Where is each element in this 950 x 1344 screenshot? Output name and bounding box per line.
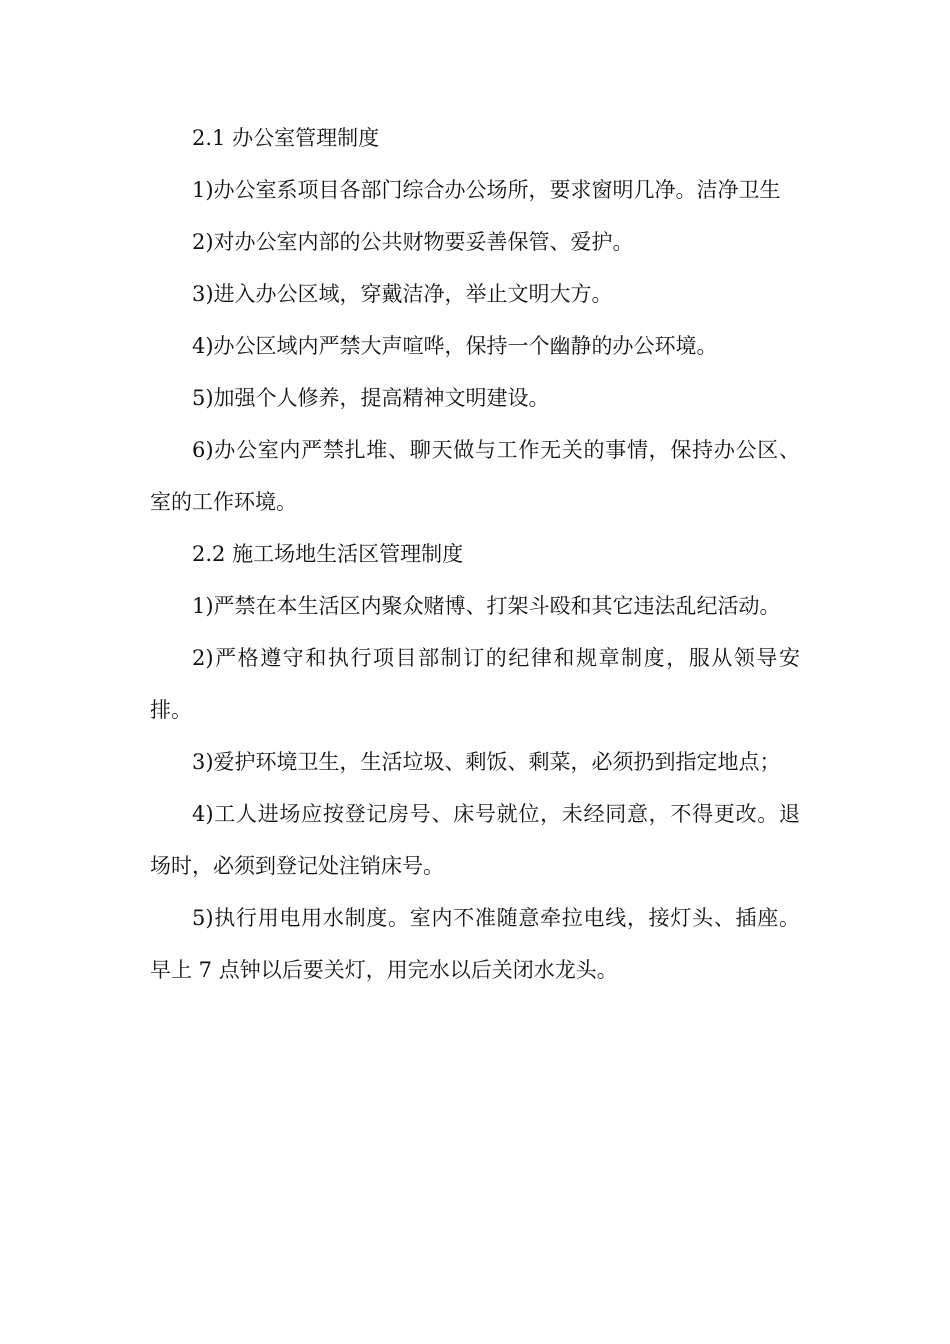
paragraph: 5)加强个人修养，提高精神文明建设。 [192,386,550,410]
paragraph: 2)对办公室内部的公共财物要妥善保管、爱护。 [192,230,634,254]
paragraph: 3)进入办公区域，穿戴洁净，举止文明大方。 [192,282,613,306]
section-heading-2-1: 2.1 办公室管理制度 [192,126,380,150]
paragraph: 5)执行用电用水制度。室内不准随意牵拉电线，接灯头、插座。早上 7 点钟以后要关灯，用完水以后关闭水龙头。 [150,906,800,982]
paragraph: 4)办公区域内严禁大声喧哗，保持一个幽静的办公环境。 [192,334,718,358]
paragraph: 6)办公室内严禁扎堆、聊天做与工作无关的事情，保持办公区、室的工作环境。 [150,438,800,514]
document-body [150,112,800,996]
paragraph: 1)办公室系项目各部门综合办公场所，要求窗明几净。洁净卫生 [192,178,781,202]
paragraph: 2)严格遵守和执行项目部制订的纪律和规章制度，服从领导安排。 [150,646,800,722]
paragraph: 3)爱护环境卫生，生活垃圾、剩饭、剩菜，必须扔到指定地点； [192,750,781,774]
paragraph: 1)严禁在本生活区内聚众赌博、打架斗殴和其它违法乱纪活动。 [192,594,781,618]
paragraph: 4)工人进场应按登记房号、床号就位，未经同意，不得更改。退场时，必须到登记处注销床号。 [150,802,800,878]
section-heading-2-2: 2.2 施工场地生活区管理制度 [192,542,464,566]
